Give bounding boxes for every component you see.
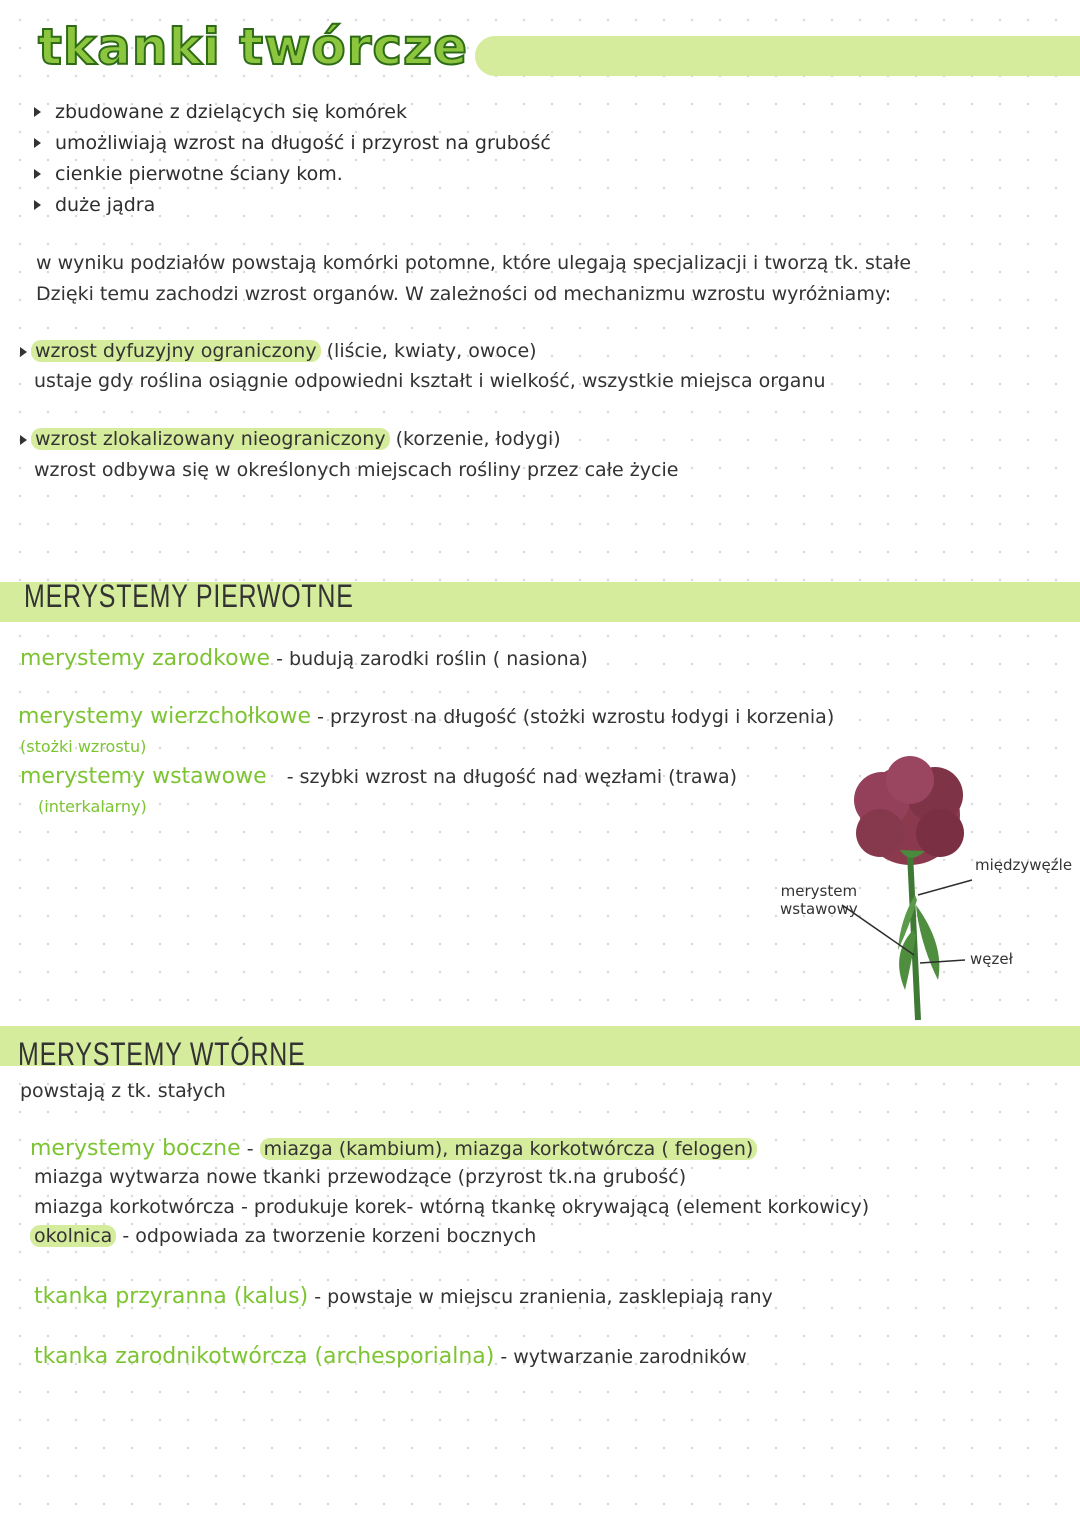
meristem-term: merystemy wierzchołkowe (18, 704, 312, 729)
callus-row (34, 1284, 773, 1309)
bullet-icon (34, 200, 41, 210)
archesporial-desc: - wytwarzanie zarodników (500, 1346, 747, 1368)
bullet-icon (34, 169, 41, 179)
pericycle-term: okolnica (30, 1225, 116, 1247)
page-title: tkanki twórcze (38, 18, 469, 76)
growth-type-localized (20, 428, 561, 450)
list-item: cienkie pierwotne ściany kom. (34, 158, 551, 189)
meristem-item (20, 646, 588, 671)
bullet-icon (34, 107, 41, 117)
meristem-term: merystemy zarodkowe (20, 646, 271, 671)
title-highlight-band (475, 36, 1080, 76)
bullet-icon (20, 347, 27, 357)
callus-desc: - powstaje w miejscu zranienia, zasklepiają rany (314, 1286, 773, 1308)
archesporial-term: tkanka zarodnikotwórcza (archesporialna) (34, 1344, 495, 1369)
growth-type-examples: (korzenie, łodygi) (395, 428, 561, 450)
meristem-desc: - budują zarodki roślin ( nasiona) (276, 648, 588, 670)
label-node: węzeł (970, 950, 1013, 968)
archesporial-row (34, 1344, 747, 1369)
paragraph-line-2: Dzięki temu zachodzi wzrost organów. W zależności od mechanizmu wzrostu wyróżniamy: (36, 283, 892, 305)
meristem-desc: - przyrost na długość (stożki wzrostu łodygi i korzenia) (317, 706, 835, 728)
lateral-definition: miazga (kambium), miazga korkotwórcza ( felogen) (260, 1138, 758, 1160)
internode-pointer (918, 880, 972, 895)
paragraph-line-1: w wyniku podziałów powstają komórki potomne, które ulegają specjalizacji i tworzą tk. stałe (36, 252, 912, 274)
list-item: duże jądra (34, 189, 551, 220)
meristem-item (20, 764, 737, 789)
meristem-item (18, 704, 834, 729)
section-heading-secondary: MERYSTEMY WTÓRNE (18, 1036, 306, 1072)
meristem-subterm: (stożki wzrostu) (20, 737, 147, 756)
growth-type-name: wzrost zlokalizowany nieograniczony (31, 428, 390, 450)
growth-type-name: wzrost dyfuzyjny ograniczony (31, 340, 321, 362)
bullet-icon (34, 138, 41, 148)
intro-bullet-list (34, 96, 551, 220)
meristem-subterm: (interkalarny) (38, 797, 147, 816)
node-pointer (920, 960, 965, 963)
growth-type-desc: ustaje gdy roślina osiągnie odpowiedni kształt i wielkość, wszystkie miejsca organu (34, 370, 826, 392)
bullet-icon (20, 435, 27, 445)
secondary-line: miazga wytwarza nowe tkanki przewodzące (przyrost tk.na grubość) (34, 1166, 687, 1188)
pericycle-desc: - odpowiada za tworzenie korzeni bocznych (122, 1225, 537, 1247)
pericycle-row (30, 1225, 536, 1247)
label-internode: międzywęźle (975, 856, 1073, 874)
meristem-term: merystemy wstawowe (20, 764, 267, 789)
stem (898, 850, 939, 1020)
meristem-desc: - szybki wzrost na długość nad węzłami (trawa) (286, 766, 738, 788)
label-meristem: merystem wstawowy (780, 882, 858, 918)
lateral-term: merystemy boczne (30, 1136, 241, 1161)
secondary-line: miazga korkotwórcza - produkuje korek- wtórną tkankę okrywającą (element korkowicy) (34, 1196, 870, 1218)
flower-head (854, 756, 964, 865)
list-item: umożliwiają wzrost na długość i przyrost na grubość (34, 127, 551, 158)
growth-type-examples: (liście, kwiaty, owoce) (326, 340, 537, 362)
callus-term: tkanka przyranna (kalus) (34, 1284, 309, 1309)
section-subheading: powstają z tk. stałych (20, 1080, 226, 1102)
list-item: zbudowane z dzielących się komórek (34, 96, 551, 127)
section-heading-primary: MERYSTEMY PIERWOTNE (24, 578, 354, 614)
lateral-meristem-row: merystemy boczne - miazga (kambium), miazga korkotwórcza ( felogen) (30, 1136, 757, 1161)
growth-type-diffuse (20, 340, 537, 362)
growth-type-desc: wzrost odbywa się w określonych miejscach rośliny przez całe życie (34, 459, 679, 481)
